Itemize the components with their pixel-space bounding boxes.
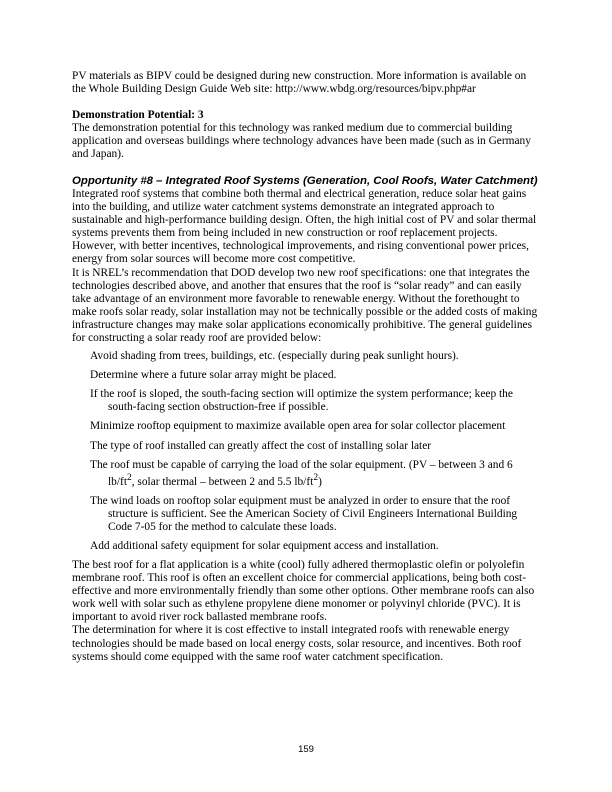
demonstration-paragraph: The demonstration potential for this technology was ranked medium due to commercial building application and overseas buildings where technology advances have been made (such as in Germany and Japan). [72,122,531,161]
solar-ready-guidelines-list [72,350,542,553]
list-item: Avoid shading from trees, buildings, etc. (especially during peak sunlight hours). [90,350,459,363]
opportunity-heading: Opportunity #8 – Integrated Roof Systems (Generation, Cool Roofs, Water Catchment) [72,174,538,187]
load-text-b: , solar thermal – between 2 and 5.5 lb/ft [131,475,314,488]
load-text-a: The roof must be capable of carrying the load of the solar equipment. (PV – between 3 and 6 lb/ft [90,458,513,488]
opportunity-paragraph-2: It is NREL’s recommendation that DOD develop two new roof specifications: one that integrates the technologies described above, and another that ensures that the roof is “solar ready” and can easily take advantage of an environment more favorable to renewable energy. Without the forethought to make roofs solar ready, solar installation may not be technically possible or the added costs of making infrastructure changes may make solar applications economically prohibitive. The general guidelines for constructing a solar ready roof are provided below: [72,266,538,344]
opportunity-paragraph-3: The best roof for a flat application is a white (cool) fully adhered thermoplastic olefin or polyolefin membrane roof. This roof is often an excellent choice for commercial applications, being both cost-effective and more environmentally friendly than some other options. Other membrane roofs can also work well with solar such as ethylene propylene diene monomer or polyvinyl chloride (PVC). It is important to avoid river rock ballasted membrane roofs. [72,559,535,624]
list-item: Add additional safety equipment for solar equipment access and installation. [90,539,439,552]
load-text-c: ) [318,475,322,488]
opportunity-paragraph-4: The determination for where it is cost effective to install integrated roofs with renewable energy technologies should be made based on local energy costs, solar resource, and incentives. Both roof systems should come equipped with the same roof water catchment specification. [72,624,522,663]
list-item: Determine where a future solar array might be placed. [90,369,337,382]
intro-paragraph: PV materials as BIPV could be designed during new construction. More information is available on the Whole Building Design Guide Web site: http://www.wbdg.org/resources/bipv.php#ar [72,70,527,96]
superscript: 2 [126,472,132,483]
page-body [72,70,542,664]
opportunity-paragraph-1: Integrated roof systems that combine both thermal and electrical generation, reduce solar heat gains into the building, and utilize water catchment systems demonstrate an integrated approach to sustainable and high-performance building design. Often, the high initial cost of PV and solar thermal systems prevents them from being included in new construction or roof replacement projects. However, with better incentives, technological improvements, and rising conventional power prices, energy from solar sources will become more cost competitive. [72,187,537,266]
demonstration-heading: Demonstration Potential: 3 [72,109,204,122]
list-item: The type of roof installed can greatly affect the cost of installing solar later [90,439,432,452]
superscript: 2 [313,472,319,483]
list-item-load [90,459,542,489]
list-item: Minimize rooftop equipment to maximize available open area for solar collector placement [90,420,506,433]
list-item: If the roof is sloped, the south-facing section will optimize the system performance; keep the south-facing section obstruction-free if possible. [90,388,513,414]
page-number: 159 [298,744,314,755]
list-item: The wind loads on rooftop solar equipment must be analyzed in order to ensure that the roof structure is sufficient. See the American Society of Civil Engineers International Building Code 7-05 for the method to calculate these loads. [90,494,518,533]
